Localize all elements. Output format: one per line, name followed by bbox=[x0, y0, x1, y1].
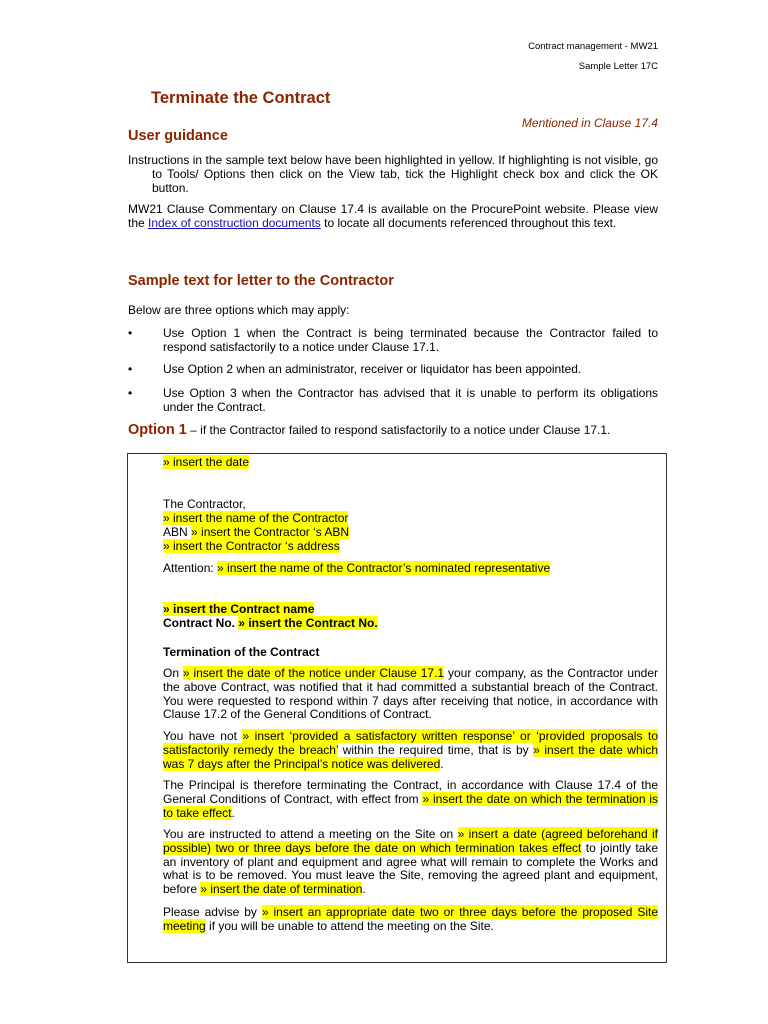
insert-abn-field: » insert the Contractor ‘s ABN bbox=[191, 525, 350, 539]
letter-paragraph-4 bbox=[163, 828, 658, 897]
insert-contract-name-field: » insert the Contract name bbox=[163, 602, 315, 616]
letter-paragraph-2 bbox=[163, 730, 658, 771]
letter-abn bbox=[163, 525, 349, 539]
p5-insert: » insert an appropriate date two or three days before the proposed Site meeting bbox=[163, 905, 659, 933]
contract-no-label: Contract No. bbox=[163, 616, 239, 630]
insert-representative-field: » insert the name of the Contractor’s nominated representative bbox=[217, 561, 551, 575]
attention-label: Attention: bbox=[163, 561, 218, 575]
letter-contract-name bbox=[163, 602, 314, 616]
p4-text: You are instructed to attend a meeting on the Site on bbox=[163, 827, 458, 841]
bullet-option-2: Use Option 2 when an administrator, receiver or liquidator has been appointed. bbox=[163, 362, 582, 376]
letter-paragraph-1 bbox=[163, 667, 658, 722]
bullet-option-1: Use Option 1 when the Contract is being terminated because the Contractor failed to respond satisfactorily to a notice under Clause 17.1. bbox=[163, 326, 658, 355]
bullet-icon: • bbox=[128, 362, 133, 376]
p1-text-end: your company, as the Contractor under the above Contract, was notified that it had committed a substantial breach of the Contract. You were requested to respond within 7 days after receiving that notice, in accordance with Clause 17.2 of the General Conditions of Contract. bbox=[163, 666, 659, 722]
p1-text: On bbox=[163, 666, 183, 680]
letter-attention bbox=[163, 561, 550, 575]
letter-subject: Termination of the Contract bbox=[163, 645, 320, 659]
letter-contractor-name bbox=[163, 511, 348, 525]
bullet-icon: • bbox=[128, 386, 133, 400]
p4-text-end: . bbox=[362, 882, 366, 897]
p1-insert: » insert the date of the notice under Clause 17.1 bbox=[182, 666, 445, 680]
option-1-label: Option 1 bbox=[128, 422, 187, 438]
guidance-paragraph-2 bbox=[128, 202, 658, 230]
option-1-description: – if the Contractor failed to respond satisfactorily to a notice under Clause 17.1. bbox=[186, 423, 611, 437]
header-line-1: Contract management - MW21 bbox=[528, 41, 658, 52]
p2-text: You have not bbox=[163, 729, 243, 743]
letter-address bbox=[163, 539, 340, 553]
abn-label: ABN bbox=[163, 525, 192, 539]
p3-text-end: . bbox=[231, 805, 235, 820]
clause-note: Mentioned in Clause 17.4 bbox=[521, 116, 658, 130]
letter-recipient: The Contractor, bbox=[163, 497, 246, 511]
options-intro: Below are three options which may apply: bbox=[128, 303, 350, 317]
letter-paragraph-5 bbox=[163, 906, 658, 934]
insert-date-field: » insert the date bbox=[163, 455, 250, 469]
p2-insert-2: » insert the date which was 7 days after the Principal’s notice was delivered bbox=[163, 742, 658, 771]
p5-text: Please advise by bbox=[163, 905, 262, 919]
p5-text-end: if you will be unable to attend the meeting on the Site. bbox=[205, 918, 494, 933]
p4-insert-2: » insert the date of termination bbox=[200, 882, 363, 897]
insert-contract-no-field: » insert the Contract No. bbox=[238, 616, 378, 630]
p3-insert: » insert the date on which the termination is to take effect bbox=[163, 791, 658, 820]
guidance-text-end: to locate all documents referenced throughout this text. bbox=[320, 216, 617, 231]
page-title: Terminate the Contract bbox=[151, 89, 331, 107]
option-1-heading bbox=[128, 422, 610, 438]
p2-text-end: . bbox=[440, 756, 444, 771]
index-documents-link[interactable]: Index of construction documents bbox=[148, 216, 321, 231]
letter-paragraph-3 bbox=[163, 779, 658, 820]
guidance-text: MW21 Clause Commentary on Clause 17.4 is available on the ProcurePoint website. Please view the bbox=[128, 202, 658, 231]
p4-insert-1: » insert a date (agreed beforehand if possible) two or three days before the date on which termination takes effect bbox=[163, 827, 658, 855]
header-line-2: Sample Letter 17C bbox=[578, 61, 658, 72]
sample-text-heading: Sample text for letter to the Contractor bbox=[128, 273, 394, 289]
p4-text-mid: to jointly take an inventory of plant and equipment and agree what will remain to complete the Works and what is to be removed. You must leave the Site, removing the agreed plant and equipment, before bbox=[163, 840, 659, 897]
bullet-option-3: Use Option 3 when the Contractor has advised that it is unable to perform its obligations under the Contract. bbox=[163, 386, 658, 415]
user-guidance-heading: User guidance bbox=[128, 128, 228, 144]
p2-text-mid: within the required time, that is by bbox=[338, 742, 534, 757]
insert-address-field: » insert the Contractor ‘s address bbox=[163, 539, 340, 553]
letter-date bbox=[163, 455, 249, 469]
p2-insert-1: » insert ‘provided a satisfactory written response’ or ‘provided proposals to satisfactorily remedy the breach’ bbox=[163, 729, 658, 757]
insert-name-field: » insert the name of the Contractor bbox=[163, 511, 349, 525]
bullet-icon: • bbox=[128, 326, 133, 340]
p3-text: The Principal is therefore terminating the Contract, in accordance with Clause 17.4 of the General Conditions of Contract, with effect from bbox=[163, 778, 658, 806]
guidance-paragraph-1: Instructions in the sample text below have been highlighted in yellow. If highlighting is not visible, go to Tools/ Options then click on the View tab, tick the Highlight check box and click the OK button. bbox=[128, 153, 658, 196]
letter-contract-no bbox=[163, 616, 378, 630]
